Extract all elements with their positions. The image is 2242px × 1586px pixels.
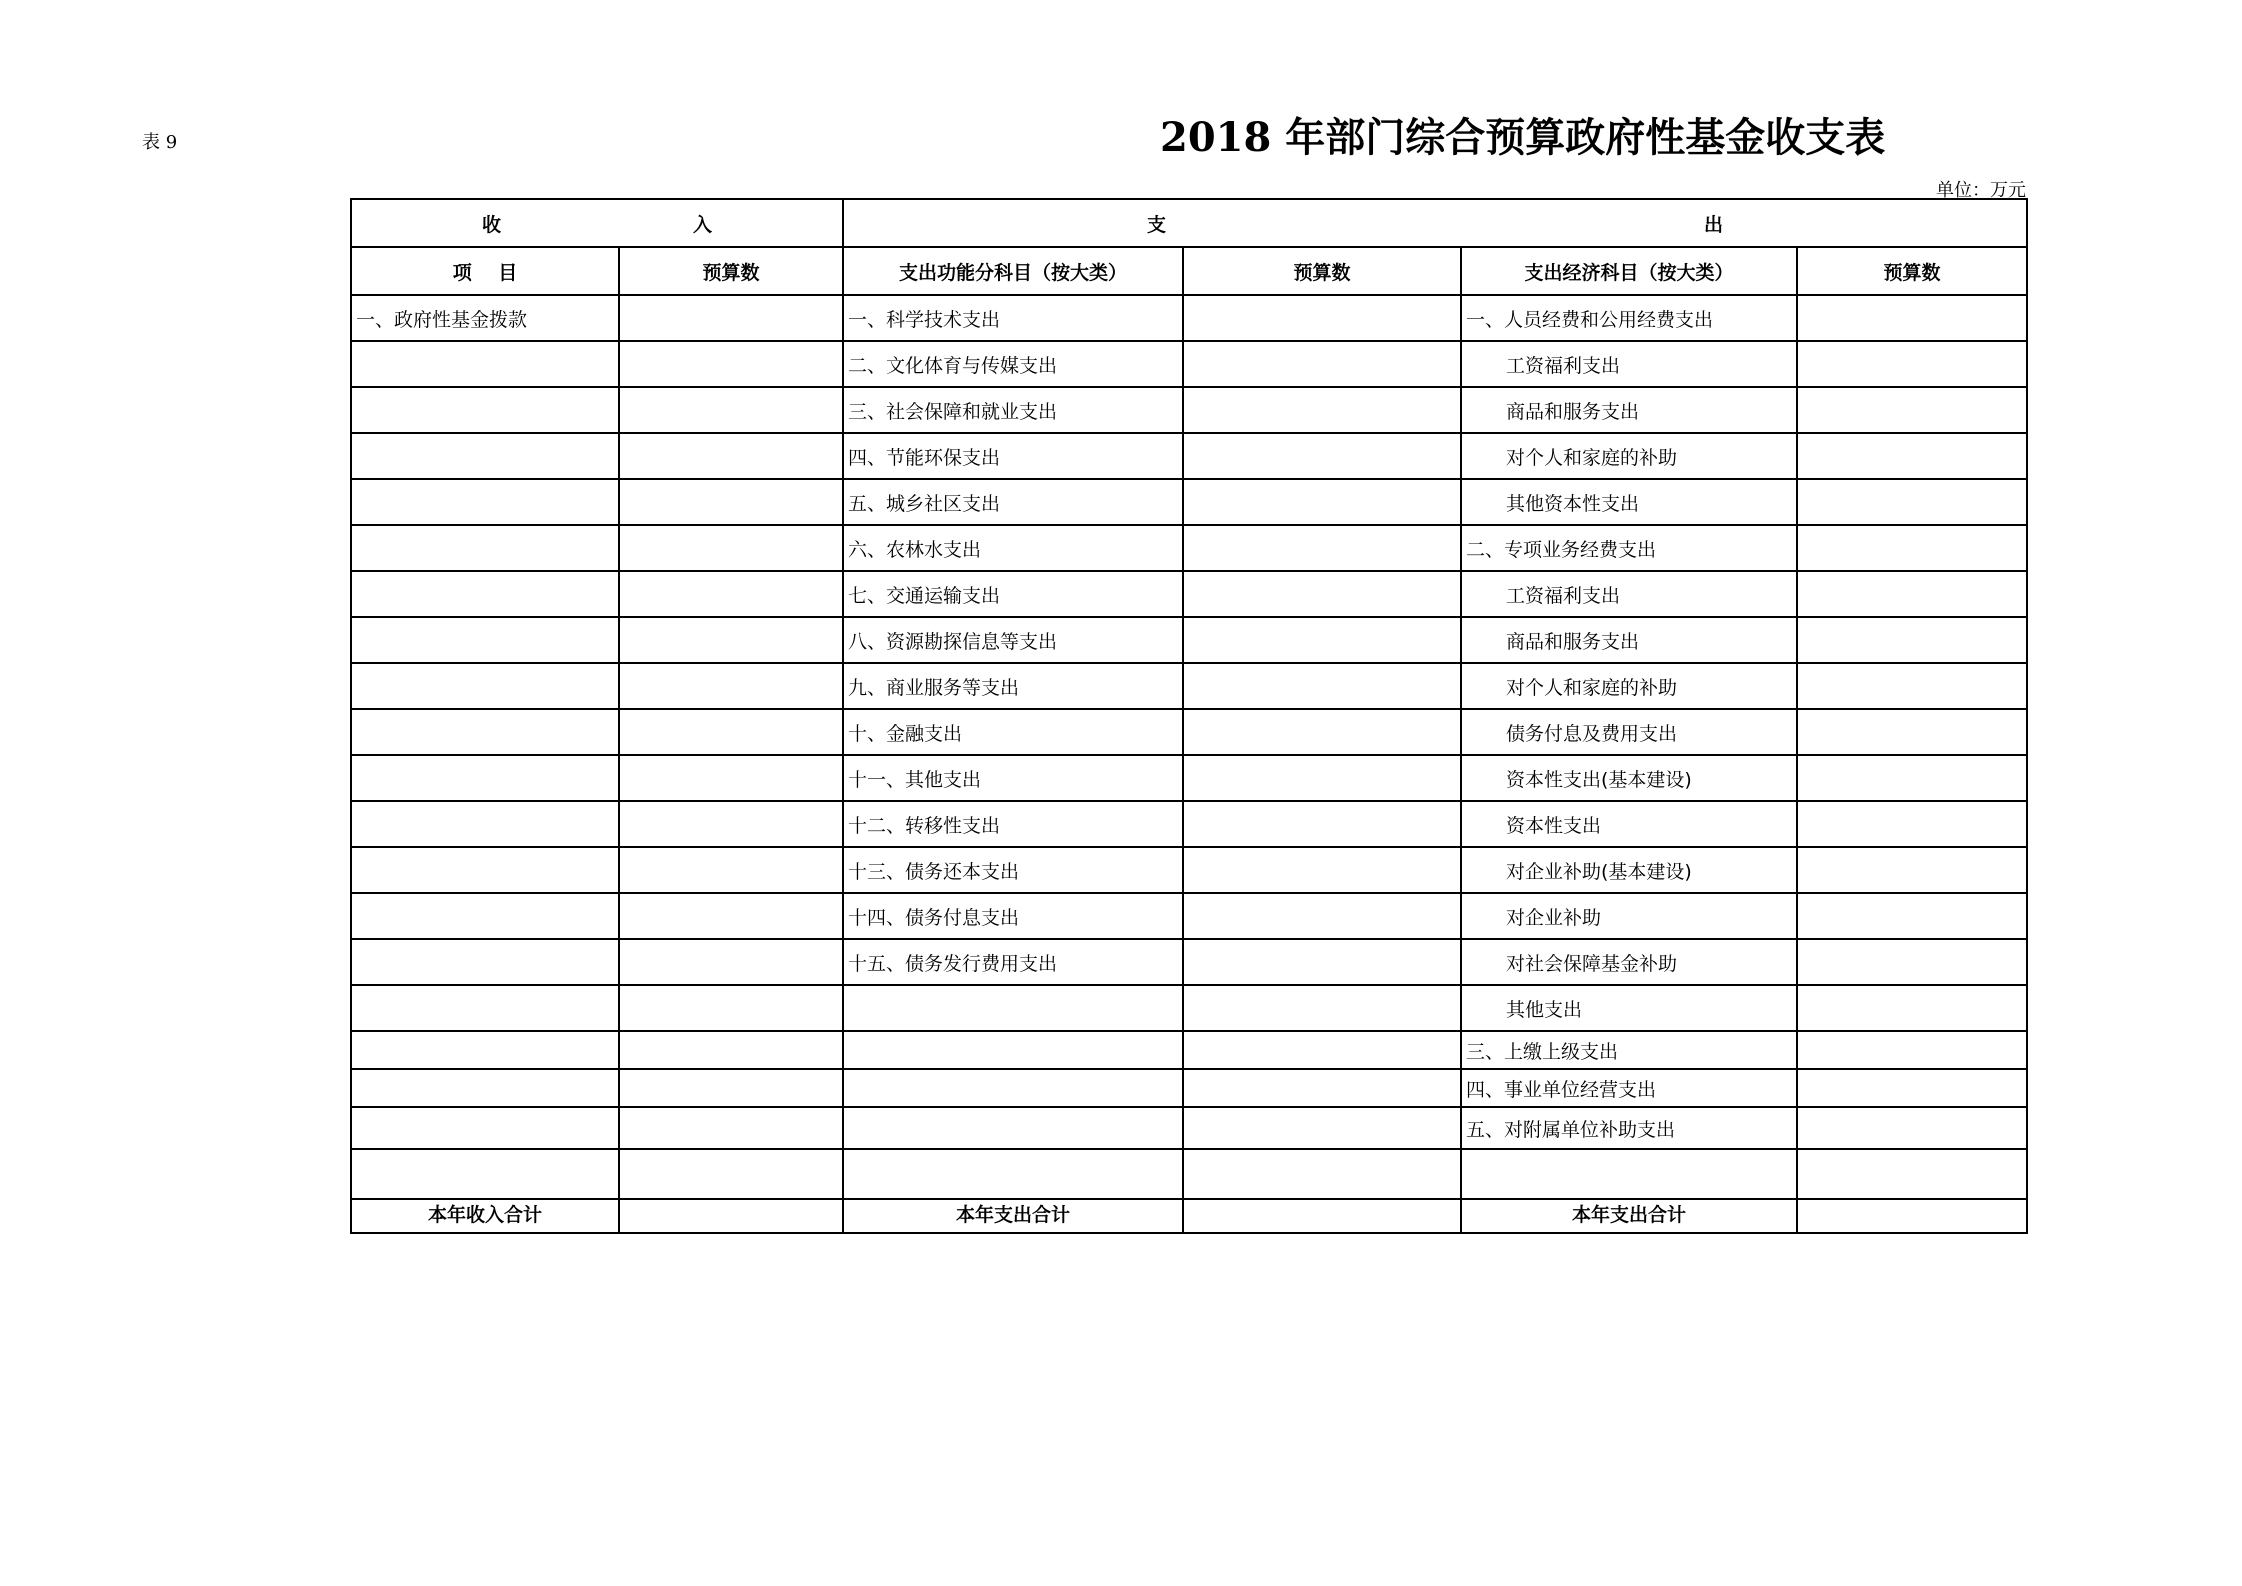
econ-budget-cell xyxy=(1797,617,2027,663)
income-budget-cell xyxy=(619,939,843,985)
func-budget-cell xyxy=(1183,341,1461,387)
econ-budget-cell xyxy=(1797,571,2027,617)
col-header-func-subject: 支出功能分科目（按大类） xyxy=(843,247,1183,295)
table-row xyxy=(351,479,2027,525)
income-item-cell xyxy=(351,433,619,479)
econ-item-cell: 四、事业单位经营支出 xyxy=(1461,1069,1797,1107)
col-header-econ-subject: 支出经济科目（按大类） xyxy=(1461,247,1797,295)
table-row xyxy=(351,295,2027,341)
econ-budget-cell xyxy=(1797,1107,2027,1149)
econ-item-cell: 其他资本性支出 xyxy=(1461,479,1797,525)
func-item-cell xyxy=(843,1149,1183,1199)
func-budget-cell xyxy=(1183,893,1461,939)
econ-budget-cell xyxy=(1797,801,2027,847)
income-item-cell xyxy=(351,985,619,1031)
func-budget-cell xyxy=(1183,571,1461,617)
col-header-budget-econ: 预算数 xyxy=(1797,247,2027,295)
table-row xyxy=(351,755,2027,801)
income-item-cell xyxy=(351,709,619,755)
econ-item-cell: 资本性支出(基本建设) xyxy=(1461,755,1797,801)
income-budget-cell xyxy=(619,479,843,525)
func-item-cell: 三、社会保障和就业支出 xyxy=(843,387,1183,433)
table-row xyxy=(351,387,2027,433)
func-budget-cell xyxy=(1183,709,1461,755)
econ-budget-cell xyxy=(1797,939,2027,985)
econ-budget-cell xyxy=(1797,1149,2027,1199)
func-item-cell: 十三、债务还本支出 xyxy=(843,847,1183,893)
income-item-cell xyxy=(351,1069,619,1107)
func-budget-cell xyxy=(1183,479,1461,525)
group-header-row xyxy=(351,199,2027,247)
income-budget-cell xyxy=(619,571,843,617)
table-body xyxy=(351,295,2027,1199)
func-item-cell: 九、商业服务等支出 xyxy=(843,663,1183,709)
total-income-label: 本年收入合计 xyxy=(351,1199,619,1233)
total-expense-econ-value xyxy=(1797,1199,2027,1233)
econ-budget-cell xyxy=(1797,985,2027,1031)
income-budget-cell xyxy=(619,893,843,939)
budget-table xyxy=(350,198,2028,1234)
income-budget-cell xyxy=(619,387,843,433)
econ-budget-cell xyxy=(1797,525,2027,571)
unit-label: 单位：万元 xyxy=(1936,180,2026,201)
income-budget-cell xyxy=(619,617,843,663)
func-item-cell xyxy=(843,1107,1183,1149)
econ-budget-cell xyxy=(1797,295,2027,341)
table-row xyxy=(351,801,2027,847)
page-title: 2018 年部门综合预算政府性基金收支表 xyxy=(1160,114,1886,161)
func-budget-cell xyxy=(1183,985,1461,1031)
econ-budget-cell xyxy=(1797,1031,2027,1069)
econ-budget-cell xyxy=(1797,709,2027,755)
econ-budget-cell xyxy=(1797,755,2027,801)
col-header-budget-func: 预算数 xyxy=(1183,247,1461,295)
func-item-cell: 四、节能环保支出 xyxy=(843,433,1183,479)
func-item-cell: 七、交通运输支出 xyxy=(843,571,1183,617)
table-row xyxy=(351,847,2027,893)
func-item-cell: 十二、转移性支出 xyxy=(843,801,1183,847)
func-item-cell: 五、城乡社区支出 xyxy=(843,479,1183,525)
econ-item-cell: 对社会保障基金补助 xyxy=(1461,939,1797,985)
econ-item-cell: 债务付息及费用支出 xyxy=(1461,709,1797,755)
table-row xyxy=(351,525,2027,571)
table-row xyxy=(351,571,2027,617)
econ-item-cell: 其他支出 xyxy=(1461,985,1797,1031)
table-row xyxy=(351,617,2027,663)
table-row xyxy=(351,663,2027,709)
table-row xyxy=(351,893,2027,939)
table-row xyxy=(351,1107,2027,1149)
income-budget-cell xyxy=(619,847,843,893)
income-item-cell xyxy=(351,1149,619,1199)
income-item-cell xyxy=(351,617,619,663)
econ-item-cell: 二、专项业务经费支出 xyxy=(1461,525,1797,571)
econ-item-cell: 对企业补助 xyxy=(1461,893,1797,939)
econ-item-cell: 商品和服务支出 xyxy=(1461,617,1797,663)
econ-budget-cell xyxy=(1797,663,2027,709)
table-row xyxy=(351,341,2027,387)
func-item-cell: 八、资源勘探信息等支出 xyxy=(843,617,1183,663)
econ-item-cell: 工资福利支出 xyxy=(1461,571,1797,617)
func-item-cell: 十一、其他支出 xyxy=(843,755,1183,801)
func-budget-cell xyxy=(1183,387,1461,433)
income-budget-cell xyxy=(619,801,843,847)
income-budget-cell xyxy=(619,709,843,755)
func-budget-cell xyxy=(1183,617,1461,663)
income-budget-cell xyxy=(619,525,843,571)
econ-item-cell: 三、上缴上级支出 xyxy=(1461,1031,1797,1069)
func-budget-cell xyxy=(1183,525,1461,571)
income-item-cell: 一、政府性基金拨款 xyxy=(351,295,619,341)
econ-item-cell: 五、对附属单位补助支出 xyxy=(1461,1107,1797,1149)
table-row xyxy=(351,939,2027,985)
func-item-cell: 六、农林水支出 xyxy=(843,525,1183,571)
income-budget-cell xyxy=(619,1107,843,1149)
func-budget-cell xyxy=(1183,433,1461,479)
total-row xyxy=(351,1199,2027,1233)
func-item-cell: 十、金融支出 xyxy=(843,709,1183,755)
econ-budget-cell xyxy=(1797,479,2027,525)
econ-item-cell: 资本性支出 xyxy=(1461,801,1797,847)
func-item-cell: 十四、债务付息支出 xyxy=(843,893,1183,939)
table-number-label: 表 9 xyxy=(142,132,178,153)
income-group-header: 收 入 xyxy=(351,199,843,247)
econ-item-cell xyxy=(1461,1149,1797,1199)
econ-item-cell: 对个人和家庭的补助 xyxy=(1461,663,1797,709)
total-expense-econ-label: 本年支出合计 xyxy=(1461,1199,1797,1233)
econ-item-cell: 一、人员经费和公用经费支出 xyxy=(1461,295,1797,341)
income-item-cell xyxy=(351,1031,619,1069)
income-item-cell xyxy=(351,893,619,939)
table-row xyxy=(351,985,2027,1031)
income-item-cell xyxy=(351,341,619,387)
total-expense-func-label: 本年支出合计 xyxy=(843,1199,1183,1233)
income-item-cell xyxy=(351,939,619,985)
econ-budget-cell xyxy=(1797,433,2027,479)
income-budget-cell xyxy=(619,295,843,341)
func-item-cell xyxy=(843,1069,1183,1107)
func-budget-cell xyxy=(1183,663,1461,709)
income-budget-cell xyxy=(619,1031,843,1069)
income-item-cell xyxy=(351,387,619,433)
income-budget-cell xyxy=(619,433,843,479)
func-item-cell: 一、科学技术支出 xyxy=(843,295,1183,341)
func-item-cell xyxy=(843,985,1183,1031)
col-header-item: 项 目 xyxy=(351,247,619,295)
total-income-value xyxy=(619,1199,843,1233)
income-budget-cell xyxy=(619,663,843,709)
income-budget-cell xyxy=(619,755,843,801)
econ-item-cell: 对企业补助(基本建设) xyxy=(1461,847,1797,893)
func-budget-cell xyxy=(1183,939,1461,985)
income-item-cell xyxy=(351,755,619,801)
table-row xyxy=(351,709,2027,755)
column-header-row xyxy=(351,247,2027,295)
func-item-cell: 二、文化体育与传媒支出 xyxy=(843,341,1183,387)
table-row xyxy=(351,433,2027,479)
income-budget-cell xyxy=(619,341,843,387)
econ-item-cell: 工资福利支出 xyxy=(1461,341,1797,387)
func-budget-cell xyxy=(1183,847,1461,893)
func-item-cell: 十五、债务发行费用支出 xyxy=(843,939,1183,985)
table-row xyxy=(351,1069,2027,1107)
econ-budget-cell xyxy=(1797,341,2027,387)
income-item-cell xyxy=(351,571,619,617)
func-budget-cell xyxy=(1183,1031,1461,1069)
func-item-cell xyxy=(843,1031,1183,1069)
func-budget-cell xyxy=(1183,755,1461,801)
income-budget-cell xyxy=(619,1069,843,1107)
func-budget-cell xyxy=(1183,1069,1461,1107)
income-item-cell xyxy=(351,1107,619,1149)
income-item-cell xyxy=(351,525,619,571)
econ-budget-cell xyxy=(1797,847,2027,893)
table-row xyxy=(351,1149,2027,1199)
income-budget-cell xyxy=(619,985,843,1031)
col-header-budget-income: 预算数 xyxy=(619,247,843,295)
income-item-cell xyxy=(351,663,619,709)
table-row xyxy=(351,1031,2027,1069)
econ-budget-cell xyxy=(1797,893,2027,939)
econ-item-cell: 对个人和家庭的补助 xyxy=(1461,433,1797,479)
income-item-cell xyxy=(351,847,619,893)
func-budget-cell xyxy=(1183,1107,1461,1149)
income-budget-cell xyxy=(619,1149,843,1199)
func-budget-cell xyxy=(1183,1149,1461,1199)
total-expense-func-value xyxy=(1183,1199,1461,1233)
func-budget-cell xyxy=(1183,295,1461,341)
expense-group-header: 支 出 xyxy=(843,199,2027,247)
income-item-cell xyxy=(351,801,619,847)
income-item-cell xyxy=(351,479,619,525)
econ-budget-cell xyxy=(1797,387,2027,433)
func-budget-cell xyxy=(1183,801,1461,847)
econ-item-cell: 商品和服务支出 xyxy=(1461,387,1797,433)
econ-budget-cell xyxy=(1797,1069,2027,1107)
